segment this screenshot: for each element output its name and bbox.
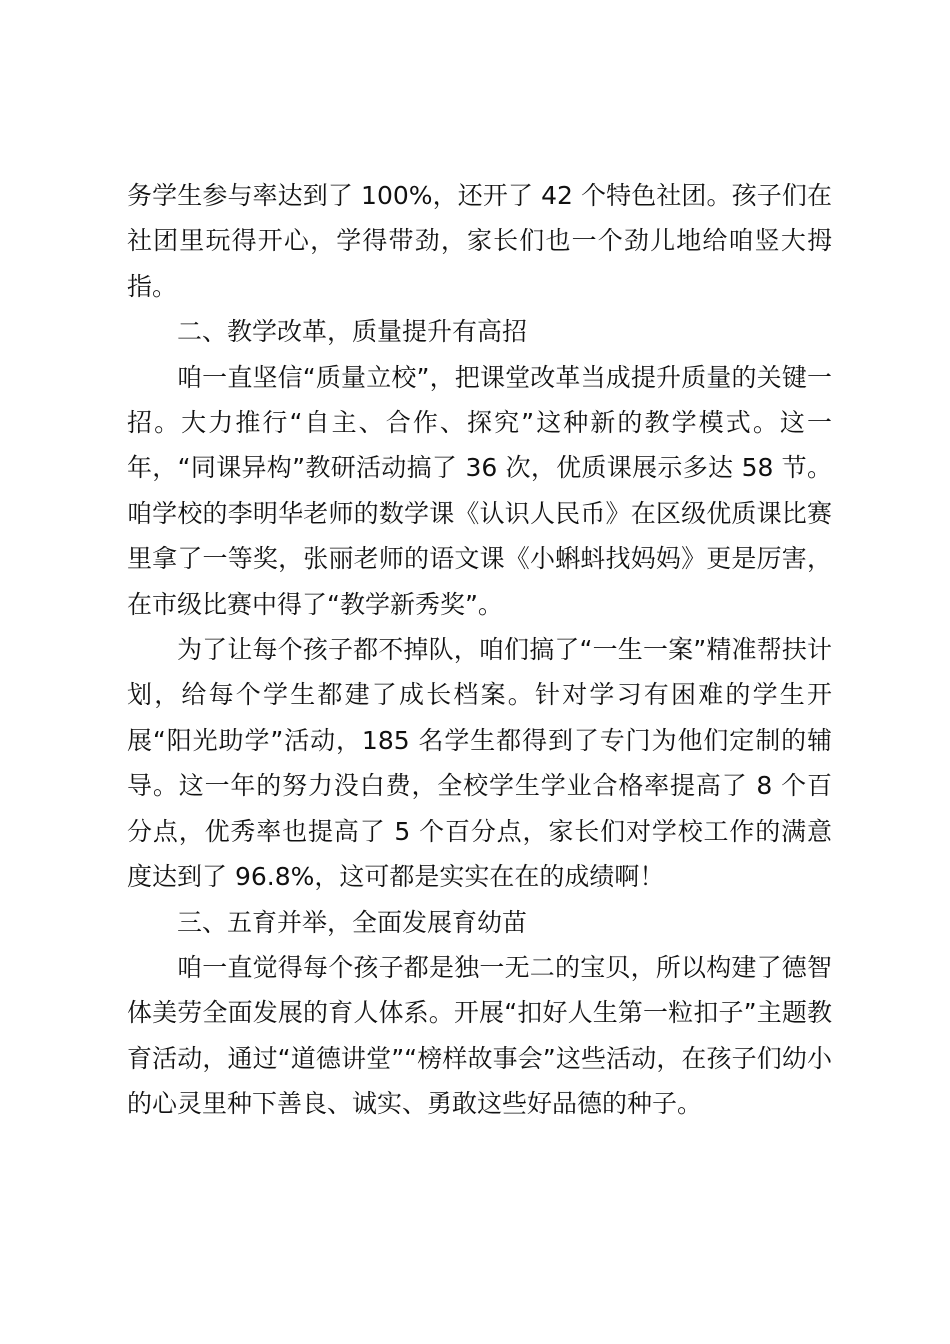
section-heading-teaching-reform: 二、教学改革，质量提升有高招 bbox=[177, 317, 528, 347]
section-heading-five-education: 三、五育并举，全面发展育幼苗 bbox=[177, 907, 528, 937]
paragraph-classroom-reform: 咱一直坚信“质量立校”，把课堂改革当成提升质量的关键一招。大力推行“自主、合作、探究”这种新的教学模式。这一年，“同课异构”教研活动搞了 36 次，优质课展示多达 58 节。咱学校的李明华老师的数学课《认识人民币》在区级优质课比赛里拿了一等奖，张丽老师的语文课《小蝌蚪找妈妈》更是厉害，在市级比赛中得了“教学新秀奖”。 bbox=[127, 362, 832, 619]
paragraph-moral-education: 咱一直觉得每个孩子都是独一无二的宝贝，所以构建了德智体美劳全面发展的育人体系。开展“扣好人生第一粒扣子”主题教育活动，通过“道德讲堂”“榜样故事会”这些活动，在孩子们幼小的心灵里种下善良、诚实、勇敢这些好品德的种子。 bbox=[127, 952, 832, 1119]
paragraph-club-participation: 务学生参与率达到了 100%，还开了 42 个特色社团。孩子们在社团里玩得开心，学得带劲，家长们也一个劲儿地给咱竖大拇指。 bbox=[127, 181, 832, 301]
paragraph-targeted-support: 为了让每个孩子都不掉队，咱们搞了“一生一案”精准帮扶计划，给每个学生都建了成长档案。针对学习有困难的学生开展“阳光助学”活动，185 名学生都得到了专门为他们定制的辅导。这一年的努力没白费，全校学生学业合格率提高了 8 个百分点，优秀率也提高了 5 个百分点，家长们对学校工作的满意度达到了 96.8%，这可都是实实在在的成绩啊！ bbox=[127, 635, 832, 892]
document-body bbox=[127, 173, 832, 1127]
